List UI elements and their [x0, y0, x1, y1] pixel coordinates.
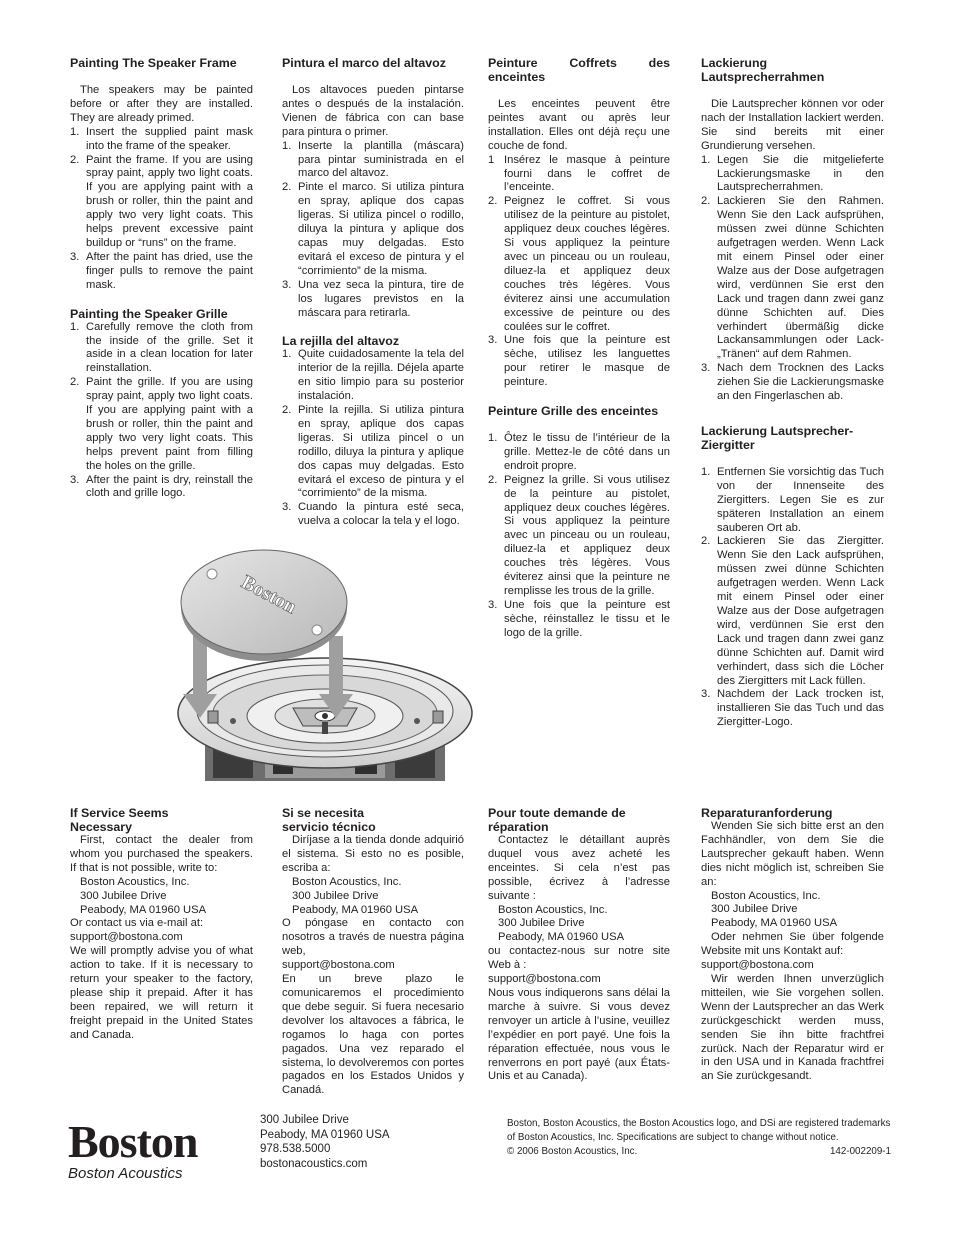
frame-steps-list	[488, 154, 670, 390]
list-text: Lackieren Sie den Rahmen. Wenn Sie den Lack aufsprühen, müssen zwei dünne Schichten aufgetragen werden. Wenn Lack mit einem Pinsel oder einer Walze aus der Dose aufgetragen wird, verdünnen Sie erst den Lack und tragen dann zwei ganz dünne Schichten auf. Dies verhindert übermäßig dicke Lackansammlungen oder Lack-„Tränen“ auf dem Rahmen.	[717, 195, 884, 361]
speaker-grille	[181, 550, 347, 661]
list-text: Ôtez le tissu de l’intérieur de la grille. Mettez-le de côté dans un endroit propre.	[504, 432, 670, 472]
list-number: 2.	[488, 195, 498, 208]
list-text: Insert the supplied paint mask into the frame of the speaker.	[86, 125, 253, 152]
service-text-3: We will promptly advise you of what action to take. If it is necessary to return your speaker to the factory, please ship it prepaid. After it has been repaired, we will return it freight prepaid in the United States and Canada.	[70, 945, 253, 1041]
list-item	[488, 154, 670, 196]
list-number: 2.	[282, 181, 292, 194]
address-line: Boston Acoustics, Inc.	[80, 875, 190, 888]
grille-steps-list	[282, 348, 464, 529]
list-number: 1	[488, 153, 495, 166]
list-number: 2.	[488, 473, 498, 486]
service-french	[488, 806, 670, 1084]
list-item	[488, 474, 670, 599]
list-item	[70, 251, 253, 293]
list-text: After the paint is dry, reinstall the cloth and grille logo.	[86, 473, 253, 500]
list-text: After the paint has dried, use the finger pulls to remove the paint mask.	[86, 250, 253, 291]
service-heading: If Service Seems Necessary	[70, 806, 169, 834]
service-heading: Si se necesita servicio técnico	[282, 806, 376, 834]
boston-logo	[68, 1116, 198, 1182]
list-item	[701, 535, 884, 688]
frame-intro: Les enceintes peuvent être peintes avant ou après leur installation. Elles ont déjà reçu une couche de fond.	[488, 98, 670, 152]
list-number: 1.	[70, 320, 80, 333]
footer-address	[260, 1113, 390, 1171]
list-item	[282, 140, 464, 182]
list-item	[701, 362, 884, 404]
list-number: 2.	[701, 535, 711, 548]
service-text-1: Wenden Sie sich bitte erst an den Fachhändler, von dem Sie die Lautsprecher gekauft haben. Wenn dies nicht möglich ist, schreiben Sie an:	[701, 820, 884, 888]
list-number: 3.	[488, 598, 498, 611]
footer-address-line: 300 Jubilee Drive	[260, 1114, 349, 1126]
service-english	[70, 806, 253, 1043]
list-number: 1.	[70, 125, 80, 138]
list-item	[701, 154, 884, 196]
grille-steps-list	[488, 432, 670, 641]
list-text: Peignez le coffret. Si vous utilisez de la peinture au pistolet, appliquez deux couches légères. Si vous appliquez la peinture avec un pinceau ou un rouleau, diluez-la et appliquez deux couches très légères. Vous éviterez ainsi une accumulation excessive de peinture ou des coulées sur le coffret.	[504, 195, 670, 333]
list-text: Carefully remove the cloth from the inside of the grille. Set it aside in a clean location for later reinstallation.	[86, 320, 253, 375]
list-number: 2.	[282, 404, 292, 417]
frame-intro: The speakers may be painted before or after they are installed. They are already primed.	[70, 84, 253, 124]
list-item	[70, 126, 253, 154]
service-text-2: Oder nehmen Sie über folgende Website mit uns Kontakt auf:	[701, 931, 884, 958]
list-text: Paint the grille. If you are using spray paint, apply two light coats. If you are applying paint with a brush or roller, thin the paint and apply two very light coats. This helps prevent paint from filling the holes on the grille.	[86, 376, 253, 472]
address-line: Boston Acoustics, Inc.	[292, 875, 402, 888]
list-text: Pinte el marco. Si utiliza pintura en spray, aplique dos capas ligeras. Si utiliza pincel o rodillo, diluya la pintura y aplique dos capas muy delgadas. Esto evitará el exceso de pintura y el “corrimiento” de la misma.	[298, 181, 464, 277]
support-email-link[interactable]: support@bostona.com	[488, 973, 601, 986]
frame-heading: Lackierung Lautsprecherrahmen	[701, 56, 825, 84]
trademark-text: Boston, Boston Acoustics, the Boston Acoustics logo, and DSi are registered trademarks of Boston Acoustics, Inc. Specifications are subject to change without notice.	[507, 1118, 891, 1143]
address-line: Peabody, MA 01960 USA	[711, 917, 838, 930]
list-item	[70, 376, 253, 473]
list-number: 1.	[701, 465, 711, 478]
address-line: Peabody, MA 01960 USA	[498, 931, 625, 944]
list-item	[701, 195, 884, 362]
service-spanish	[282, 806, 464, 1098]
list-item	[70, 154, 253, 251]
service-text-1: First, contact the dealer from whom you purchased the speakers. If that is not possible, write to:	[70, 834, 253, 874]
list-text: Lackieren Sie das Ziergitter. Wenn Sie den Lack aufsprühen, müssen zwei dünne Schichten aufgetragen werden. Wenn Lack mit einem Pinsel oder einer Walze aus der Dose aufgetragen wird, verdünnen Sie erst den Lack und tragen dann zwei ganz dünne Schichten auf. Damit wird verhindert, dass sich die Löcher des Ziergitters mit Lack füllen.	[717, 535, 884, 687]
list-number: 3.	[70, 473, 80, 486]
frame-heading: Peinture Coffrets des enceintes	[488, 56, 670, 84]
grille-heading: Lackierung Lautsprecher-Ziergitter	[701, 423, 854, 452]
grille-heading: La rejilla del altavoz	[282, 334, 400, 349]
service-address	[282, 876, 464, 918]
list-item	[701, 466, 884, 536]
list-number: 2.	[70, 376, 80, 389]
list-number: 1.	[488, 432, 498, 445]
column-spanish	[282, 56, 464, 529]
list-item	[282, 279, 464, 321]
legal-notice	[507, 1117, 891, 1159]
list-text: Insérez le masque à peinture fourni dans le coffret de l’enceinte.	[504, 153, 670, 194]
service-german	[701, 806, 884, 1084]
list-text: Une fois que la peinture est sèche, réinstallez le tissu et le logo de la grille.	[504, 598, 670, 639]
address-line: 300 Jubilee Drive	[292, 889, 379, 902]
list-text: Una vez seca la pintura, tire de los lugares previstos en la máscara para retirarla.	[298, 278, 464, 319]
service-text-2: ou contactez-nous sur notre site Web à :	[488, 945, 670, 972]
list-item	[70, 321, 253, 377]
list-number: 3.	[701, 688, 711, 701]
list-number: 1.	[282, 139, 292, 152]
list-text: Cuando la pintura esté seca, vuelva a colocar la tela y el logo.	[298, 501, 464, 528]
copyright-text: © 2006 Boston Acoustics, Inc.	[507, 1146, 638, 1157]
column-french	[488, 56, 670, 641]
list-item	[488, 432, 670, 474]
list-number: 3.	[70, 250, 80, 263]
frame-heading: Pintura el marco del altavoz	[282, 56, 446, 70]
address-line: Boston Acoustics, Inc.	[498, 903, 608, 916]
frame-heading: Painting The Speaker Frame	[70, 56, 237, 70]
logo-subtitle: Boston Acoustics	[68, 1165, 183, 1182]
address-line: 300 Jubilee Drive	[498, 917, 585, 930]
part-number: 142-002209-1	[829, 1146, 891, 1157]
frame-intro: Die Lautsprecher können vor oder nach der Installation lackiert werden. Sie sind bereits mit einer Grundierung versehen.	[701, 98, 884, 152]
grille-heading: Peinture Grille des enceintes	[488, 404, 659, 419]
speaker-illustration	[175, 548, 480, 793]
grille-heading: Painting the Speaker Grille	[70, 306, 228, 321]
list-text: Paint the frame. If you are using spray paint, apply two light coats. If you are applying paint with a brush or roller, thin the paint and apply two very light coats. This helps prevent excessive paint buildup or “runs” on the frame.	[86, 153, 253, 249]
list-item	[701, 688, 884, 730]
grille-steps-list	[701, 466, 884, 730]
list-text: Nach dem Trocknen des Lacks ziehen Sie die Lackierungsmaske an den Fingerlaschen ab.	[717, 362, 884, 403]
list-item	[70, 474, 253, 502]
list-item	[282, 501, 464, 529]
frame-steps-list	[701, 154, 884, 404]
list-item	[488, 195, 670, 334]
service-text-2: Or contact us via e-mail at:	[70, 917, 204, 930]
list-number: 1.	[282, 348, 292, 361]
grille-steps-list	[70, 321, 253, 502]
address-line: Peabody, MA 01960 USA	[292, 903, 419, 916]
list-item	[282, 404, 464, 501]
address-line: 300 Jubilee Drive	[80, 889, 167, 902]
footer-address-line: Peabody, MA 01960 USA	[260, 1128, 390, 1141]
footer-website-link[interactable]: bostonacoustics.com	[260, 1157, 368, 1170]
footer-phone: 978.538.5000	[260, 1143, 331, 1155]
service-address	[70, 876, 253, 918]
list-text: Quite cuidadosamente la tela del interior de la rejilla. Déjela aparte en sitio limpio para su posterior instalación.	[298, 348, 464, 403]
list-text: Inserte la plantilla (máscara) para pintar suministrada en el marco del altavoz.	[298, 139, 464, 180]
service-heading: Reparaturanforderung	[701, 806, 833, 820]
service-text-2: O póngase en contacto con nosotros a través de nuestra página web,	[282, 917, 464, 958]
list-text: Une fois que la peinture est sèche, utilisez les languettes pour retirer le masque de peinture.	[504, 334, 670, 389]
list-text: Peignez la grille. Si vous utilisez de la peinture au pistolet, appliquez deux couches légères. Si vous appliquez la peinture avec un pinceau ou un rouleau, diluez-la et appliquez deux couches très légères. Vous éviterez ainsi que la peinture ne remplisse les trous de la grille.	[504, 473, 670, 597]
list-number: 3.	[282, 278, 292, 291]
list-text: Nachdem der Lack trocken ist, installieren Sie das Tuch und das Ziergitter-Logo.	[717, 688, 884, 729]
frame-steps-list	[282, 140, 464, 321]
address-line: Peabody, MA 01960 USA	[80, 903, 207, 916]
list-number: 2.	[70, 153, 80, 166]
support-email-link[interactable]: support@bostona.com	[70, 931, 183, 944]
service-text-1: Diríjase a la tienda donde adquirió el sistema. Si esto no es posible, escriba a:	[282, 834, 464, 874]
service-address	[488, 904, 670, 946]
logo-wordmark: Boston	[68, 1116, 198, 1167]
list-number: 3.	[488, 334, 498, 347]
column-german	[701, 56, 884, 730]
service-heading: Pour toute demande de réparation	[488, 806, 626, 834]
list-number: 3.	[282, 501, 292, 514]
address-line: 300 Jubilee Drive	[711, 903, 798, 916]
service-text-1: Contactez le détaillant auprès duquel vous avez acheté les enceintes. Si cela n’est pas possible, écrivez à l’adresse suivante :	[488, 834, 670, 902]
list-number: 1.	[701, 153, 711, 166]
list-text: Pinte la rejilla. Si utiliza pintura en spray, aplique dos capas ligeras. Si utiliza pincel o un rodillo, diluya la pintura y aplique dos capas muy delgadas. Esto evitará el exceso de pintura y el “corrimiento” de la misma.	[298, 404, 464, 500]
column-english	[70, 56, 253, 501]
list-text: Entfernen Sie vorsichtig das Tuch von der Innenseite des Ziergitters. Legen Sie es zur späteren Installation an einem sauberen Ort ab.	[717, 465, 884, 534]
service-text-3: Nous vous indiquerons sans délai la marche à suivre. Si vous devez renvoyer un article à l’usine, veuillez l’expédier en port payé. Une fois la réparation effectuée, nous vous le renverrons en port payé (aux États-Unis et au Canada).	[488, 986, 670, 1083]
grille-logo-text: Boston	[237, 571, 300, 619]
list-number: 3.	[701, 362, 711, 375]
list-number: 2.	[701, 195, 711, 208]
frame-steps-list	[70, 126, 253, 293]
address-line: Boston Acoustics, Inc.	[711, 889, 821, 902]
list-item	[282, 348, 464, 404]
list-item	[282, 181, 464, 278]
service-address	[701, 890, 884, 932]
support-email-link[interactable]: support@bostona.com	[701, 959, 814, 972]
list-item	[488, 599, 670, 641]
list-item	[488, 334, 670, 390]
frame-intro: Los altavoces pueden pintarse antes o después de la instalación. Vienen de fábrica con can base para pintura o primer.	[282, 84, 464, 138]
service-text-3: Wir werden Ihnen unverzüglich mitteilen, wie Sie vorgehen sollen. Wenn der Lautsprecher an das Werk zurückgeschickt werden muss, senden Sie ihn bitte frachtfrei zurück. Nach der Reparatur wird er in den USA und in Kanada frachtfrei an Sie zurückgesandt.	[701, 972, 884, 1083]
support-email-link[interactable]: support@bostona.com	[282, 959, 395, 972]
service-text-3: En un breve plazo le comunicaremos el procedimiento que debe seguir. Si fuera necesario devolver los altavoces a fábrica, le rogamos lo haga con portes pagados. Una vez reparado el sistema, lo devolveremos con portes pagados en los Estados Unidos y Canadá.	[282, 973, 464, 1097]
list-text: Legen Sie die mitgelieferte Lackierungsmaske in den Lautsprecherrahmen.	[717, 153, 884, 194]
